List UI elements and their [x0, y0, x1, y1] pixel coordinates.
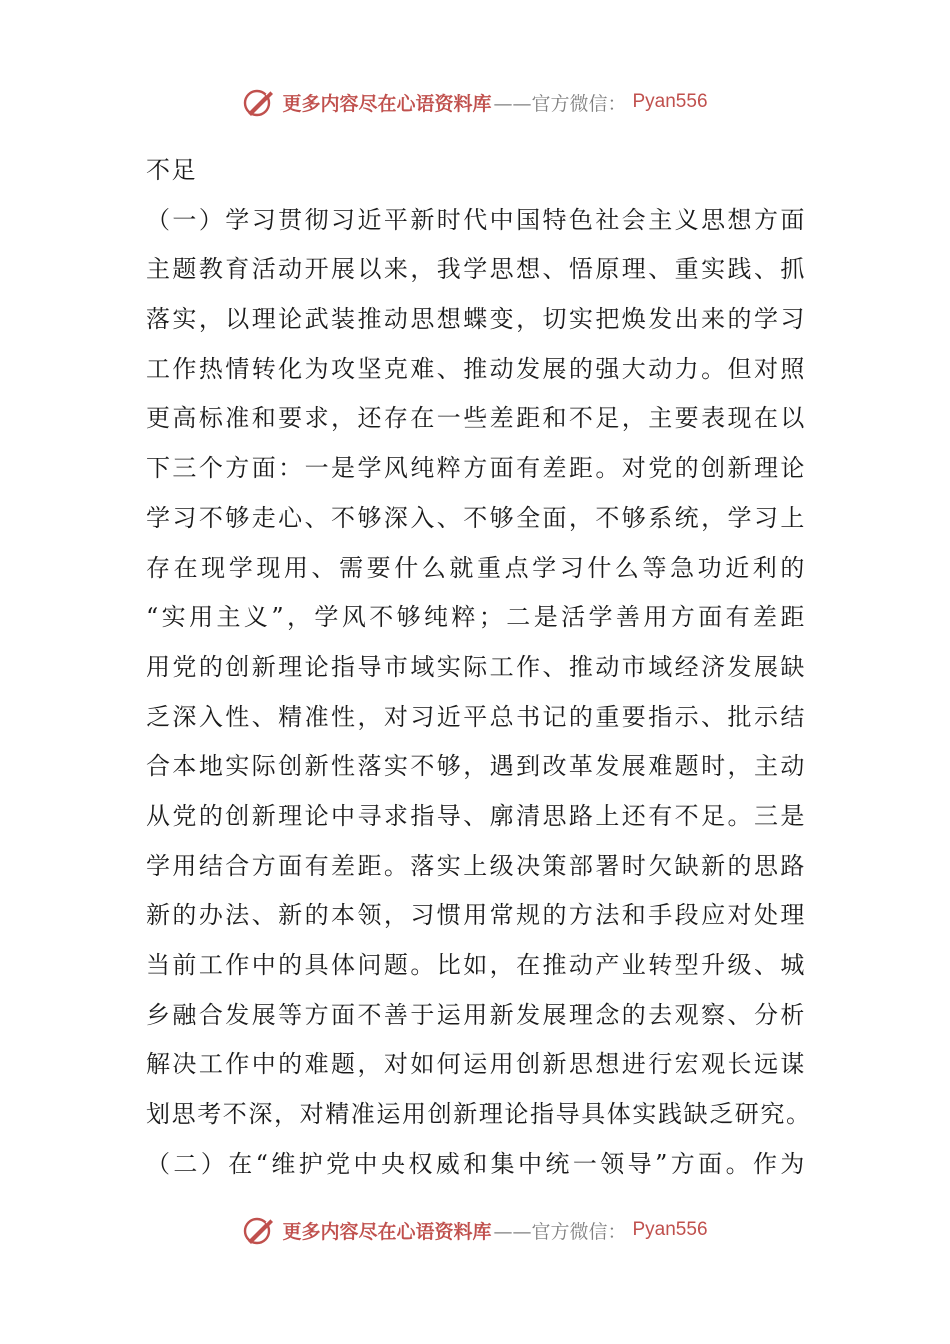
text-line: 新的办法、新的本领，习惯用常规的方法和手段应对处理 [146, 901, 806, 930]
text-line: “实用主义”，学风不够纯粹；二是活学善用方面有差距 [146, 603, 806, 632]
text-line: 乡融合发展等方面不善于运用新发展理念的去观察、分析 [146, 1000, 806, 1029]
text-line: （二）在“维护党中央权威和集中统一领导”方面。作为 [146, 1149, 806, 1178]
text-line: 当前工作中的具体问题。比如，在推动产业转型升级、城 [146, 951, 806, 979]
text-line: 下三个方面：一是学风纯粹方面有差距。对党的创新理论 [146, 454, 806, 483]
text-line: 落实，以理论武装推动思想蝶变，切实把焕发出来的学习 [146, 305, 806, 334]
text-line: 存在现学现用、需要什么就重点学习什么等急功近利的 [146, 553, 806, 582]
pen-circle-logo-icon [242, 85, 276, 119]
banner-sub-text: ——官方微信： [493, 1220, 627, 1243]
text-line: 工作热情转化为攻坚克难、推动发展的强大动力。但对照 [146, 354, 806, 383]
text-line: 不足 [146, 156, 198, 184]
pen-circle-logo-icon [242, 1213, 276, 1247]
text-line: 合本地实际创新性落实不够，遇到改革发展难题时，主动 [146, 752, 806, 781]
banner-wechat-id: Pyan556 [632, 91, 708, 112]
text-line: 用党的创新理论指导市域实际工作、推动市域经济发展缺 [146, 652, 806, 681]
header-banner [0, 82, 950, 122]
banner-main-text: 更多内容尽在心语资料库 [282, 1220, 492, 1243]
text-line: 乏深入性、精准性，对习近平总书记的重要指示、批示结 [146, 702, 806, 731]
document-body [146, 146, 812, 1189]
text-line: 更高标准和要求，还存在一些差距和不足，主要表现在以 [146, 404, 806, 433]
text-line: 学习不够走心、不够深入、不够全面，不够系统，学习上 [146, 503, 806, 532]
banner-main-text: 更多内容尽在心语资料库 [282, 92, 492, 115]
text-line: 主题教育活动开展以来，我学思想、悟原理、重实践、抓 [146, 255, 806, 284]
banner-sub-text: ——官方微信： [493, 92, 627, 115]
text-line: （一）学习贯彻习近平新时代中国特色社会主义思想方面 [146, 205, 806, 234]
footer-banner [0, 1210, 950, 1250]
banner-wechat-id: Pyan556 [632, 1219, 708, 1240]
text-line: 划思考不深，对精准运用创新理论指导具体实践缺乏研究。 [146, 1100, 812, 1129]
text-line: 解决工作中的难题，对如何运用创新思想进行宏观长远谋 [146, 1050, 806, 1079]
text-line: 从党的创新理论中寻求指导、廓清思路上还有不足。三是 [146, 801, 806, 830]
text-line: 学用结合方面有差距。落实上级决策部署时欠缺新的思路 [146, 851, 806, 880]
